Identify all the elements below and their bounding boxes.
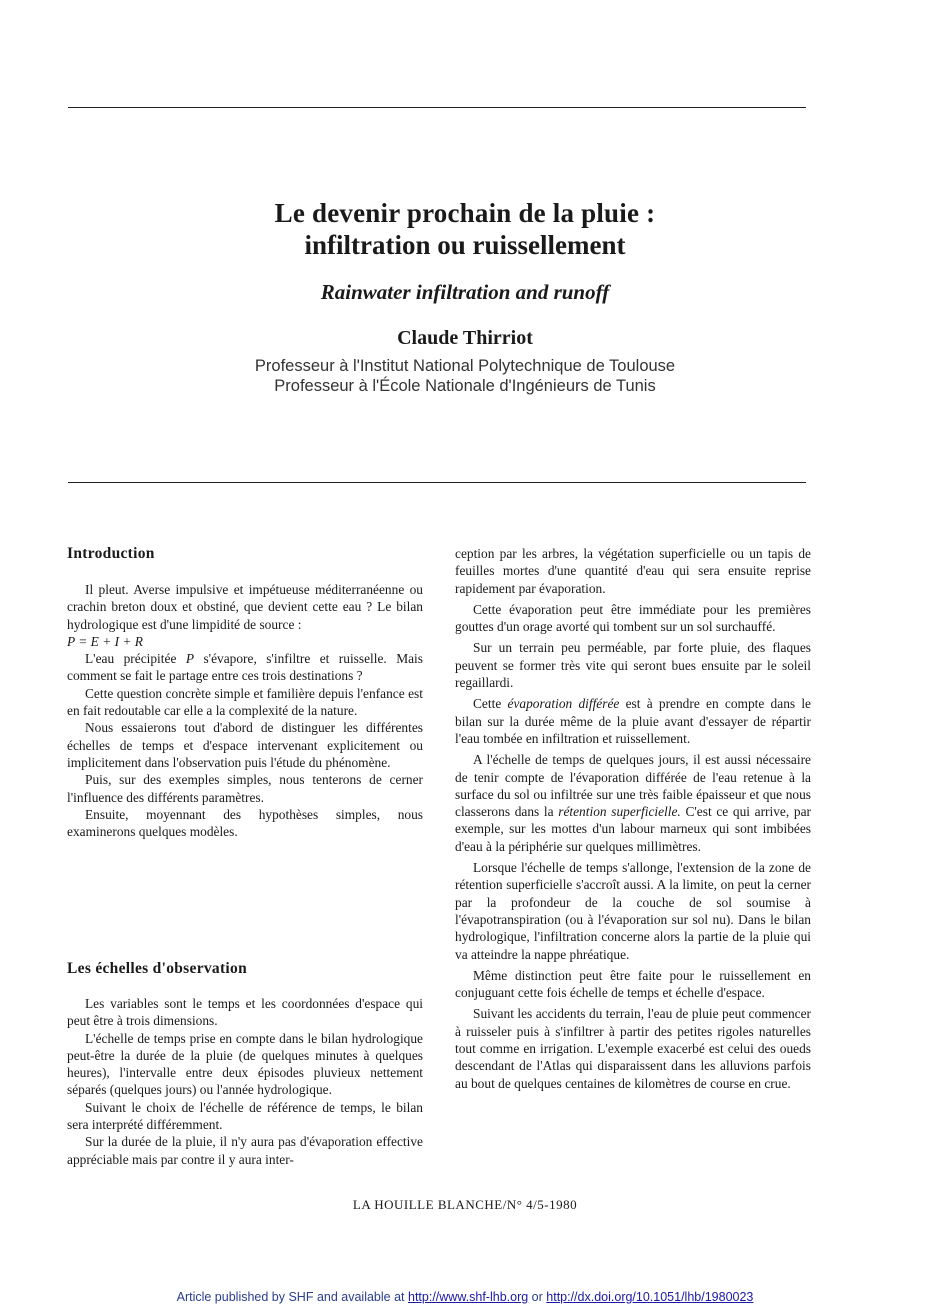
paragraph: Les variables sont le temps et les coordonnées d'espace qui peut être à trois dimensions. bbox=[67, 996, 423, 1029]
text: C'est ce qui arrive, par exemple, sur les mottes d'un labour marneux qui sont imbibées d'eau à la périphérie sur quelques millimètres. bbox=[455, 804, 811, 854]
text: est à prendre en compte dans le bilan sur la durée même de la pluie avant d'essayer de répartir l'eau tombée en infiltration et ruissellement. bbox=[455, 696, 811, 746]
author-name: Claude Thirriot bbox=[397, 327, 533, 349]
introduction-body bbox=[67, 581, 423, 840]
text: s'évapore, s'infiltre et ruisselle. Mais comment se fait le partage entre ces trois destinations ? bbox=[67, 651, 423, 684]
paragraph: Il pleut. Averse impulsive et impétueuse méditerranéenne ou crachin breton doux et obstiné, que devient cette eau ? Le bilan hydrologique est d'une limpidité de source : bbox=[67, 582, 423, 632]
emphasis: rétention superficielle. bbox=[558, 804, 681, 820]
shf-link[interactable]: http://www.shf-lhb.org bbox=[408, 1290, 529, 1304]
title-line-1: Le devenir prochain de la pluie : bbox=[274, 198, 656, 228]
affiliation-1: Professeur à l'Institut National Polytechnique de Toulouse bbox=[254, 357, 676, 375]
paragraph: Nous essaierons tout d'abord de distinguer les différentes échelles de temps et d'espace intervenant explicitement ou implicitement dans l'observation puis l'étude du phénomène. bbox=[67, 720, 423, 770]
water-balance-equation: P = E + I + R bbox=[67, 633, 143, 649]
publication-prefix: Article published by SHF and available at bbox=[176, 1290, 408, 1304]
paragraph: ception par les arbres, la végétation superficielle ou un tapis de feuilles mortes d'une quantité d'eau qui sera ensuite reprise rapidement par évaporation. bbox=[455, 546, 811, 596]
paragraph: Ensuite, moyennant des hypothèses simples, nous examinerons quelques modèles. bbox=[67, 806, 423, 840]
paragraph: Suivant le choix de l'échelle de référence de temps, le bilan sera interprété différemment. bbox=[67, 1099, 423, 1133]
paragraph: Puis, sur des exemples simples, nous tenterons de cerner l'influence des différents paramètres. bbox=[67, 772, 423, 805]
emphasis: évaporation différée bbox=[507, 696, 620, 712]
heading-introduction: Introduction bbox=[67, 545, 155, 562]
text: Cette bbox=[473, 696, 508, 712]
english-subtitle: Rainwater infiltration and runoff bbox=[320, 280, 610, 304]
paragraph bbox=[455, 751, 811, 855]
paragraph: Lorsque l'échelle de temps s'allonge, l'extension de la zone de rétention superficielle s'accroît aussi. A la limite, on peut la cerner par la profondeur de la couche de sol soumise à l'évapotranspiration (ou à l'évaporation sur sol nu). Dans le bilan hydrologique, l'infiltration concerne alors la partie de la pluie qui va atteindre la nappe phréatique. bbox=[455, 860, 811, 962]
variable-p: P bbox=[185, 651, 195, 667]
header-rule bbox=[68, 107, 806, 108]
doi-link[interactable]: http://dx.doi.org/10.1051/lhb/1980023 bbox=[546, 1290, 754, 1304]
paragraph bbox=[67, 650, 423, 685]
paragraph: Cette évaporation peut être immédiate pour les premières gouttes d'un orage avorté qui tombent sur un sol surchauffé. bbox=[455, 601, 811, 635]
title-line-2: infiltration ou ruissellement bbox=[304, 230, 626, 260]
paragraph: Sur la durée de la pluie, il n'y aura pas d'évaporation effective appréciable mais par contre il y aura inter- bbox=[67, 1134, 423, 1167]
section-rule bbox=[68, 482, 806, 483]
paragraph: Suivant les accidents du terrain, l'eau de pluie peut commencer à ruisseler puis à s'infiltrer à partir des petites rigoles naturelles tout comme en irrigation. L'exemple exacerbé est celui des oueds descendant de l'Atlas qui disparaissent dans les alluvions parfois au bout de quelques centaines de kilomètres de course en crue. bbox=[455, 1006, 811, 1091]
text: L'eau précipitée bbox=[85, 651, 186, 667]
paragraph: Cette question concrète simple et familière depuis l'enfance est en fait redoutable car elle a la complexité de la nature. bbox=[67, 685, 423, 719]
right-column-body bbox=[455, 545, 811, 1092]
paragraph: Sur un terrain peu perméable, par forte pluie, des flaques peuvent se former très vite qui seront bues ensuite par le soleil regaillardi. bbox=[455, 640, 811, 691]
journal-citation: LA HOUILLE BLANCHE/N° 4/5-1980 bbox=[352, 1197, 578, 1212]
paragraph: Même distinction peut être faite pour le ruissellement en conjuguant cette fois échelle de temps et échelle d'espace. bbox=[455, 967, 811, 1001]
text: A l'échelle de temps de quelques jours, il est aussi nécessaire de tenir compte de l'évaporation différée de l'eau retenue à la surface du sol ou infiltrée sur une très faible épaisseur et que nous classerons dans la bbox=[455, 752, 811, 820]
heading-echelles: Les échelles d'observation bbox=[67, 960, 248, 977]
paragraph: L'échelle de temps prise en compte dans le bilan hydrologique peut-être la durée de la pluie (de quelques minutes à quelques heures), l'intervalle entre deux épisodes pluvieux nettement séparés (quelques jours) ou l'année hydrologique. bbox=[67, 1030, 423, 1098]
affiliation-2: Professeur à l'École Nationale d'Ingénieurs de Tunis bbox=[274, 377, 656, 395]
echelles-body bbox=[67, 995, 423, 1168]
paragraph bbox=[455, 695, 811, 747]
publication-notice bbox=[0, 1290, 930, 1304]
or-text: or bbox=[528, 1290, 547, 1304]
